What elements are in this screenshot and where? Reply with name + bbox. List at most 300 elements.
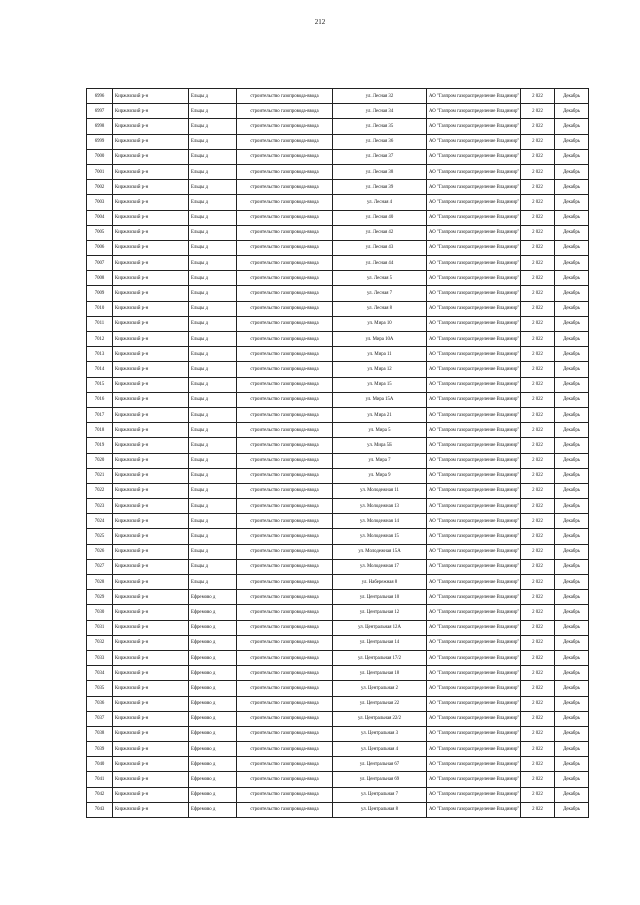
district-cell: Киржачский р-н <box>113 605 189 620</box>
village-cell: Ельцы д <box>189 438 237 453</box>
village-cell: Ефремово д <box>189 650 237 665</box>
address-cell: ул. Центральная 3 <box>333 726 427 741</box>
year-cell: 2 022 <box>521 559 555 574</box>
month-cell: Декабрь <box>555 544 589 559</box>
year-cell: 2 022 <box>521 802 555 817</box>
month-cell: Декабрь <box>555 240 589 255</box>
village-cell: Ефремово д <box>189 802 237 817</box>
work-type-cell: строительство газопровода-ввода <box>237 119 333 134</box>
district-cell: Киржачский р-н <box>113 590 189 605</box>
month-cell: Декабрь <box>555 726 589 741</box>
month-cell: Декабрь <box>555 590 589 605</box>
table-row <box>87 332 589 347</box>
table-row <box>87 271 589 286</box>
year-cell: 2 022 <box>521 240 555 255</box>
month-cell: Декабрь <box>555 620 589 635</box>
address-cell: ул. Набережная 8 <box>333 575 427 590</box>
address-cell: ул. Лесная 39 <box>333 180 427 195</box>
village-cell: Ефремово д <box>189 757 237 772</box>
district-cell: Киржачский р-н <box>113 499 189 514</box>
organization-cell: АО "Газпром газораспределение Владимир" <box>427 529 521 544</box>
year-cell: 2 022 <box>521 119 555 134</box>
organization-cell: АО "Газпром газораспределение Владимир" <box>427 590 521 605</box>
month-cell: Декабрь <box>555 802 589 817</box>
village-cell: Ельцы д <box>189 392 237 407</box>
address-cell: ул. Центральная 22 <box>333 696 427 711</box>
work-type-cell: строительство газопровода-ввода <box>237 711 333 726</box>
village-cell: Ельцы д <box>189 316 237 331</box>
work-type-cell: строительство газопровода-ввода <box>237 757 333 772</box>
address-cell: ул. Лесная 42 <box>333 225 427 240</box>
table-row <box>87 89 589 104</box>
table-row <box>87 544 589 559</box>
work-type-cell: строительство газопровода-ввода <box>237 802 333 817</box>
village-cell: Ефремово д <box>189 605 237 620</box>
row-number: 7033 <box>87 650 113 665</box>
month-cell: Декабрь <box>555 757 589 772</box>
row-number: 7035 <box>87 681 113 696</box>
year-cell: 2 022 <box>521 362 555 377</box>
organization-cell: АО "Газпром газораспределение Владимир" <box>427 575 521 590</box>
district-cell: Киржачский р-н <box>113 483 189 498</box>
month-cell: Декабрь <box>555 529 589 544</box>
month-cell: Декабрь <box>555 286 589 301</box>
address-cell: ул. Мира 7 <box>333 453 427 468</box>
row-number: 7016 <box>87 392 113 407</box>
organization-cell: АО "Газпром газораспределение Владимир" <box>427 757 521 772</box>
month-cell: Декабрь <box>555 407 589 422</box>
address-cell: ул. Центральная 10 <box>333 590 427 605</box>
table-row <box>87 225 589 240</box>
month-cell: Декабрь <box>555 666 589 681</box>
year-cell: 2 022 <box>521 195 555 210</box>
year-cell: 2 022 <box>521 499 555 514</box>
row-number: 7012 <box>87 332 113 347</box>
village-cell: Ельцы д <box>189 514 237 529</box>
row-number: 7011 <box>87 316 113 331</box>
district-cell: Киржачский р-н <box>113 666 189 681</box>
work-type-cell: строительство газопровода-ввода <box>237 407 333 422</box>
work-type-cell: строительство газопровода-ввода <box>237 590 333 605</box>
work-type-cell: строительство газопровода-ввода <box>237 499 333 514</box>
work-type-cell: строительство газопровода-ввода <box>237 362 333 377</box>
row-number: 7025 <box>87 529 113 544</box>
address-cell: ул. Лесная 32 <box>333 89 427 104</box>
district-cell: Киржачский р-н <box>113 332 189 347</box>
village-cell: Ельцы д <box>189 286 237 301</box>
district-cell: Киржачский р-н <box>113 529 189 544</box>
month-cell: Декабрь <box>555 423 589 438</box>
address-cell: ул. Центральная 18 <box>333 666 427 681</box>
row-number: 7021 <box>87 468 113 483</box>
organization-cell: АО "Газпром газораспределение Владимир" <box>427 468 521 483</box>
table-row <box>87 180 589 195</box>
village-cell: Ельцы д <box>189 256 237 271</box>
month-cell: Декабрь <box>555 681 589 696</box>
year-cell: 2 022 <box>521 134 555 149</box>
month-cell: Декабрь <box>555 134 589 149</box>
address-cell: ул. Центральная 67 <box>333 757 427 772</box>
table-row <box>87 590 589 605</box>
work-type-cell: строительство газопровода-ввода <box>237 377 333 392</box>
organization-cell: АО "Газпром газораспределение Владимир" <box>427 180 521 195</box>
district-cell: Киржачский р-н <box>113 286 189 301</box>
year-cell: 2 022 <box>521 620 555 635</box>
organization-cell: АО "Газпром газораспределение Владимир" <box>427 620 521 635</box>
year-cell: 2 022 <box>521 681 555 696</box>
village-cell: Ефремово д <box>189 590 237 605</box>
year-cell: 2 022 <box>521 711 555 726</box>
row-number: 7028 <box>87 575 113 590</box>
month-cell: Декабрь <box>555 347 589 362</box>
table-row <box>87 514 589 529</box>
village-cell: Ефремово д <box>189 772 237 787</box>
year-cell: 2 022 <box>521 787 555 802</box>
village-cell: Ефремово д <box>189 726 237 741</box>
year-cell: 2 022 <box>521 180 555 195</box>
table-row <box>87 347 589 362</box>
table-row <box>87 681 589 696</box>
village-cell: Ефремово д <box>189 696 237 711</box>
work-type-cell: строительство газопровода-ввода <box>237 787 333 802</box>
row-number: 6998 <box>87 119 113 134</box>
address-cell: ул. Центральная 69 <box>333 772 427 787</box>
district-cell: Киржачский р-н <box>113 468 189 483</box>
district-cell: Киржачский р-н <box>113 134 189 149</box>
work-type-cell: строительство газопровода-ввода <box>237 635 333 650</box>
address-cell: ул. Мира 15 <box>333 377 427 392</box>
year-cell: 2 022 <box>521 104 555 119</box>
village-cell: Ельцы д <box>189 483 237 498</box>
table-row <box>87 286 589 301</box>
row-number: 6997 <box>87 104 113 119</box>
organization-cell: АО "Газпром газораспределение Владимир" <box>427 802 521 817</box>
address-cell: ул. Мира 21 <box>333 407 427 422</box>
row-number: 7017 <box>87 407 113 422</box>
month-cell: Декабрь <box>555 316 589 331</box>
address-cell: ул. Мира 11 <box>333 347 427 362</box>
month-cell: Декабрь <box>555 89 589 104</box>
row-number: 7030 <box>87 605 113 620</box>
month-cell: Декабрь <box>555 164 589 179</box>
table-row <box>87 711 589 726</box>
work-type-cell: строительство газопровода-ввода <box>237 620 333 635</box>
work-type-cell: строительство газопровода-ввода <box>237 134 333 149</box>
table-row <box>87 104 589 119</box>
district-cell: Киржачский р-н <box>113 650 189 665</box>
year-cell: 2 022 <box>521 575 555 590</box>
year-cell: 2 022 <box>521 225 555 240</box>
village-cell: Ельцы д <box>189 544 237 559</box>
village-cell: Ельцы д <box>189 453 237 468</box>
address-cell: ул. Молодежная 13 <box>333 499 427 514</box>
row-number: 7042 <box>87 787 113 802</box>
address-cell: ул. Мира 10А <box>333 332 427 347</box>
address-cell: ул. Лесная 44 <box>333 256 427 271</box>
district-cell: Киржачский р-н <box>113 514 189 529</box>
work-type-cell: строительство газопровода-ввода <box>237 529 333 544</box>
table-row <box>87 468 589 483</box>
table-row <box>87 407 589 422</box>
table-row <box>87 423 589 438</box>
table-row <box>87 195 589 210</box>
table-row <box>87 377 589 392</box>
work-type-cell: строительство газопровода-ввода <box>237 575 333 590</box>
organization-cell: АО "Газпром газораспределение Владимир" <box>427 89 521 104</box>
district-cell: Киржачский р-н <box>113 225 189 240</box>
row-number: 7032 <box>87 635 113 650</box>
organization-cell: АО "Газпром газораспределение Владимир" <box>427 711 521 726</box>
table-row <box>87 559 589 574</box>
work-type-cell: строительство газопровода-ввода <box>237 316 333 331</box>
organization-cell: АО "Газпром газораспределение Владимир" <box>427 119 521 134</box>
address-cell: ул. Центральная 17/2 <box>333 650 427 665</box>
table-row <box>87 149 589 164</box>
address-cell: ул. Центральная 7 <box>333 787 427 802</box>
village-cell: Ельцы д <box>189 332 237 347</box>
village-cell: Ельцы д <box>189 407 237 422</box>
district-cell: Киржачский р-н <box>113 240 189 255</box>
month-cell: Декабрь <box>555 483 589 498</box>
organization-cell: АО "Газпром газораспределение Владимир" <box>427 742 521 757</box>
district-cell: Киржачский р-н <box>113 377 189 392</box>
work-type-cell: строительство газопровода-ввода <box>237 453 333 468</box>
village-cell: Ельцы д <box>189 149 237 164</box>
district-cell: Киржачский р-н <box>113 347 189 362</box>
district-cell: Киржачский р-н <box>113 392 189 407</box>
district-cell: Киржачский р-н <box>113 180 189 195</box>
year-cell: 2 022 <box>521 301 555 316</box>
organization-cell: АО "Газпром газораспределение Владимир" <box>427 149 521 164</box>
district-cell: Киржачский р-н <box>113 271 189 286</box>
village-cell: Ефремово д <box>189 711 237 726</box>
organization-cell: АО "Газпром газораспределение Владимир" <box>427 256 521 271</box>
table-row <box>87 620 589 635</box>
work-type-cell: строительство газопровода-ввода <box>237 544 333 559</box>
year-cell: 2 022 <box>521 590 555 605</box>
year-cell: 2 022 <box>521 453 555 468</box>
table-row <box>87 635 589 650</box>
work-type-cell: строительство газопровода-ввода <box>237 423 333 438</box>
row-number: 7023 <box>87 499 113 514</box>
month-cell: Декабрь <box>555 225 589 240</box>
work-type-cell: строительство газопровода-ввода <box>237 332 333 347</box>
row-number: 7005 <box>87 225 113 240</box>
work-type-cell: строительство газопровода-ввода <box>237 483 333 498</box>
organization-cell: АО "Газпром газораспределение Владимир" <box>427 347 521 362</box>
month-cell: Декабрь <box>555 468 589 483</box>
work-type-cell: строительство газопровода-ввода <box>237 195 333 210</box>
page-number: 212 <box>314 18 326 26</box>
organization-cell: АО "Газпром газораспределение Владимир" <box>427 104 521 119</box>
organization-cell: АО "Газпром газораспределение Владимир" <box>427 164 521 179</box>
table-row <box>87 605 589 620</box>
organization-cell: АО "Газпром газораспределение Владимир" <box>427 377 521 392</box>
work-type-cell: строительство газопровода-ввода <box>237 256 333 271</box>
table-row <box>87 696 589 711</box>
district-cell: Киржачский р-н <box>113 362 189 377</box>
month-cell: Декабрь <box>555 559 589 574</box>
table-row <box>87 529 589 544</box>
work-type-cell: строительство газопровода-ввода <box>237 468 333 483</box>
organization-cell: АО "Газпром газораспределение Владимир" <box>427 210 521 225</box>
work-type-cell: строительство газопровода-ввода <box>237 772 333 787</box>
row-number: 7027 <box>87 559 113 574</box>
address-cell: ул. Центральная 14 <box>333 635 427 650</box>
work-type-cell: строительство газопровода-ввода <box>237 666 333 681</box>
village-cell: Ельцы д <box>189 164 237 179</box>
district-cell: Киржачский р-н <box>113 772 189 787</box>
year-cell: 2 022 <box>521 256 555 271</box>
month-cell: Декабрь <box>555 195 589 210</box>
address-cell: ул. Молодежная 11 <box>333 483 427 498</box>
year-cell: 2 022 <box>521 392 555 407</box>
month-cell: Декабрь <box>555 271 589 286</box>
table-row <box>87 483 589 498</box>
row-number: 7015 <box>87 377 113 392</box>
district-cell: Киржачский р-н <box>113 802 189 817</box>
table-row <box>87 499 589 514</box>
year-cell: 2 022 <box>521 468 555 483</box>
month-cell: Декабрь <box>555 605 589 620</box>
district-cell: Киржачский р-н <box>113 453 189 468</box>
organization-cell: АО "Газпром газораспределение Владимир" <box>427 301 521 316</box>
village-cell: Ельцы д <box>189 104 237 119</box>
village-cell: Ельцы д <box>189 134 237 149</box>
month-cell: Декабрь <box>555 438 589 453</box>
work-type-cell: строительство газопровода-ввода <box>237 681 333 696</box>
table-row <box>87 772 589 787</box>
address-cell: ул. Центральная 12А <box>333 620 427 635</box>
organization-cell: АО "Газпром газораспределение Владимир" <box>427 332 521 347</box>
village-cell: Ефремово д <box>189 681 237 696</box>
table-row <box>87 757 589 772</box>
row-number: 7008 <box>87 271 113 286</box>
row-number: 7004 <box>87 210 113 225</box>
organization-cell: АО "Газпром газораспределение Владимир" <box>427 666 521 681</box>
village-cell: Ельцы д <box>189 271 237 286</box>
village-cell: Ельцы д <box>189 423 237 438</box>
work-type-cell: строительство газопровода-ввода <box>237 210 333 225</box>
work-type-cell: строительство газопровода-ввода <box>237 271 333 286</box>
year-cell: 2 022 <box>521 514 555 529</box>
organization-cell: АО "Газпром газораспределение Владимир" <box>427 362 521 377</box>
table-row <box>87 392 589 407</box>
month-cell: Декабрь <box>555 499 589 514</box>
row-number: 7018 <box>87 423 113 438</box>
row-number: 7040 <box>87 757 113 772</box>
address-cell: ул. Центральная 22/2 <box>333 711 427 726</box>
year-cell: 2 022 <box>521 347 555 362</box>
row-number: 7026 <box>87 544 113 559</box>
work-type-cell: строительство газопровода-ввода <box>237 392 333 407</box>
year-cell: 2 022 <box>521 635 555 650</box>
district-cell: Киржачский р-н <box>113 407 189 422</box>
village-cell: Ельцы д <box>189 499 237 514</box>
year-cell: 2 022 <box>521 529 555 544</box>
row-number: 7034 <box>87 666 113 681</box>
row-number: 7041 <box>87 772 113 787</box>
village-cell: Ефремово д <box>189 620 237 635</box>
month-cell: Декабрь <box>555 711 589 726</box>
village-cell: Ельцы д <box>189 347 237 362</box>
village-cell: Ельцы д <box>189 180 237 195</box>
district-cell: Киржачский р-н <box>113 438 189 453</box>
district-cell: Киржачский р-н <box>113 544 189 559</box>
month-cell: Декабрь <box>555 104 589 119</box>
year-cell: 2 022 <box>521 757 555 772</box>
row-number: 7009 <box>87 286 113 301</box>
district-cell: Киржачский р-н <box>113 757 189 772</box>
village-cell: Ефремово д <box>189 787 237 802</box>
year-cell: 2 022 <box>521 377 555 392</box>
organization-cell: АО "Газпром газораспределение Владимир" <box>427 559 521 574</box>
address-cell: ул. Лесная 37 <box>333 149 427 164</box>
address-cell: ул. Лесная 38 <box>333 164 427 179</box>
month-cell: Декабрь <box>555 149 589 164</box>
village-cell: Ельцы д <box>189 362 237 377</box>
district-cell: Киржачский р-н <box>113 696 189 711</box>
row-number: 7001 <box>87 164 113 179</box>
month-cell: Декабрь <box>555 119 589 134</box>
work-type-cell: строительство газопровода-ввода <box>237 180 333 195</box>
organization-cell: АО "Газпром газораспределение Владимир" <box>427 438 521 453</box>
row-number: 7010 <box>87 301 113 316</box>
village-cell: Ельцы д <box>189 529 237 544</box>
address-cell: ул. Лесная 34 <box>333 104 427 119</box>
table-row <box>87 742 589 757</box>
table-row <box>87 119 589 134</box>
district-cell: Киржачский р-н <box>113 620 189 635</box>
month-cell: Декабрь <box>555 575 589 590</box>
month-cell: Декабрь <box>555 392 589 407</box>
table-row <box>87 787 589 802</box>
district-cell: Киржачский р-н <box>113 681 189 696</box>
organization-cell: АО "Газпром газораспределение Владимир" <box>427 483 521 498</box>
district-cell: Киржачский р-н <box>113 423 189 438</box>
village-cell: Ельцы д <box>189 559 237 574</box>
organization-cell: АО "Газпром газораспределение Владимир" <box>427 696 521 711</box>
district-cell: Киржачский р-н <box>113 711 189 726</box>
village-cell: Ельцы д <box>189 301 237 316</box>
work-type-cell: строительство газопровода-ввода <box>237 650 333 665</box>
row-number: 7029 <box>87 590 113 605</box>
organization-cell: АО "Газпром газораспределение Владимир" <box>427 726 521 741</box>
table-row <box>87 301 589 316</box>
table-row <box>87 438 589 453</box>
district-cell: Киржачский р-н <box>113 164 189 179</box>
organization-cell: АО "Газпром газораспределение Владимир" <box>427 392 521 407</box>
row-number: 7031 <box>87 620 113 635</box>
organization-cell: АО "Газпром газораспределение Владимир" <box>427 316 521 331</box>
row-number: 7037 <box>87 711 113 726</box>
organization-cell: АО "Газпром газораспределение Владимир" <box>427 195 521 210</box>
address-cell: ул. Центральная 12 <box>333 605 427 620</box>
month-cell: Декабрь <box>555 332 589 347</box>
work-type-cell: строительство газопровода-ввода <box>237 164 333 179</box>
work-type-cell: строительство газопровода-ввода <box>237 742 333 757</box>
organization-cell: АО "Газпром газораспределение Владимир" <box>427 681 521 696</box>
village-cell: Ельцы д <box>189 377 237 392</box>
table-row <box>87 240 589 255</box>
year-cell: 2 022 <box>521 544 555 559</box>
village-cell: Ельцы д <box>189 575 237 590</box>
month-cell: Декабрь <box>555 453 589 468</box>
row-number: 7043 <box>87 802 113 817</box>
address-cell: ул. Мира 12 <box>333 362 427 377</box>
address-cell: ул. Молодежная 17 <box>333 559 427 574</box>
month-cell: Декабрь <box>555 210 589 225</box>
